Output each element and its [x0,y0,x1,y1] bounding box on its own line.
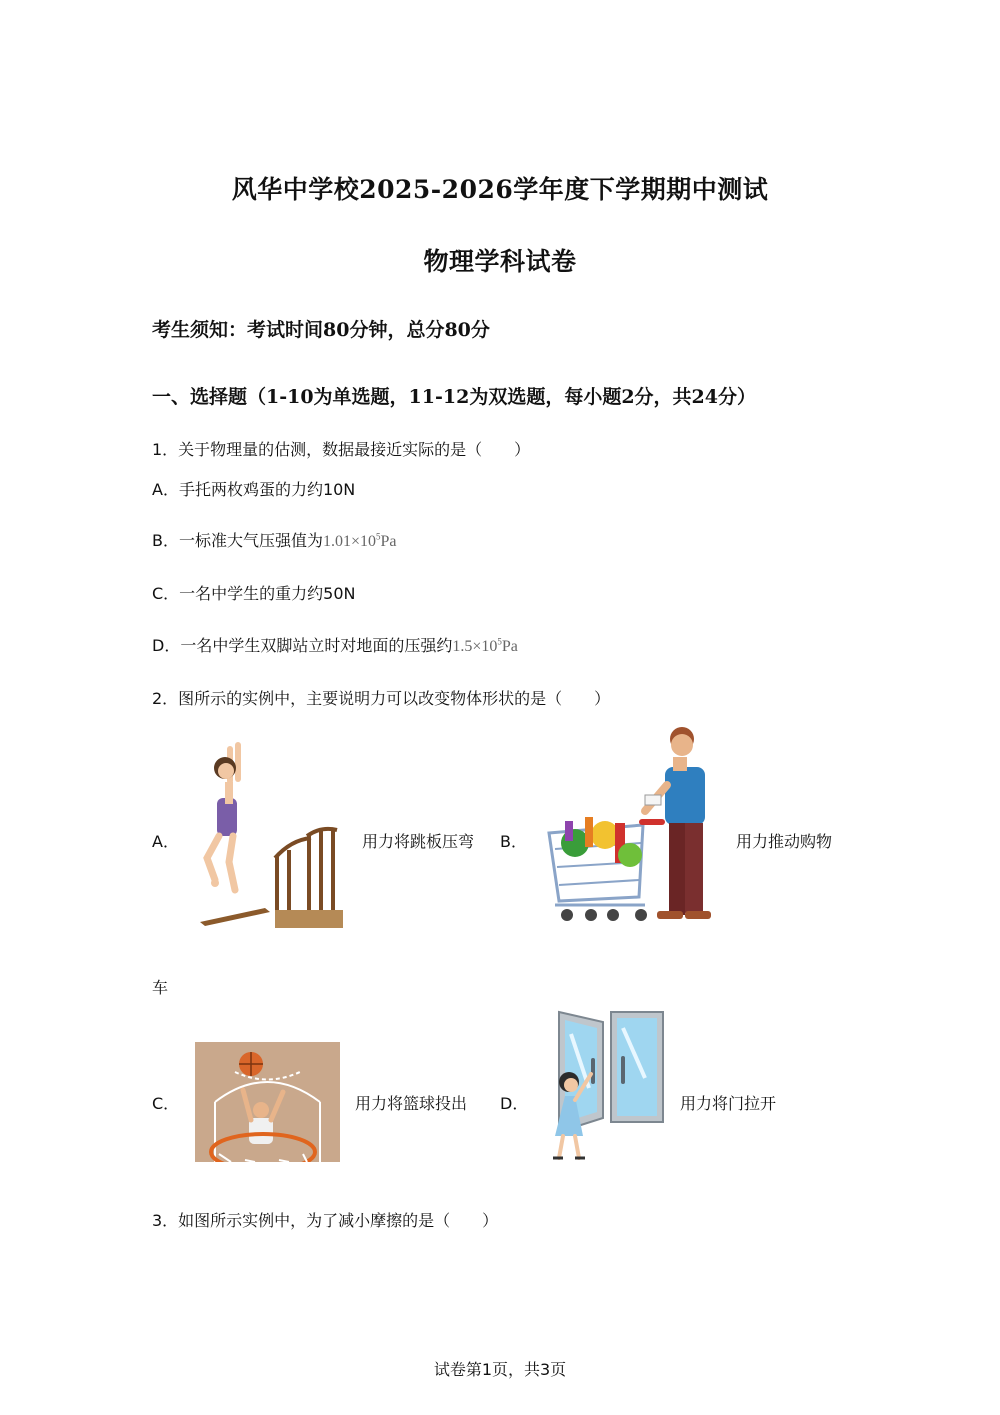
shopping-cart-image [545,725,725,925]
q1-option-b-formula: $1.01\times 10^5Pa$ [322,531,397,550]
q2-option-c-caption: 用力将篮球投出 [355,1094,468,1113]
q2-option-d-caption: 用力将门拉开 [680,1094,777,1113]
exam-notice: 考生须知：考试时间80分钟，总分80分 [152,319,490,341]
q2-option-b-caption: 用力推动购物 [736,832,833,851]
question-2-stem: 2．图所示的实例中，主要说明力可以改变物体形状的是（ ） [152,689,611,708]
q2-option-a-caption: 用力将跳板压弯 [362,832,475,851]
page-footer: 试卷第1页，共3页 [433,1360,567,1379]
question-1-stem: 1．关于物理量的估测，数据最接近实际的是（ ） [152,440,531,459]
q1-option-d [152,633,518,656]
q2-option-b-letter: B． [500,832,527,851]
q1-option-d-text: D．一名中学生双脚站立时对地面的压强约 [152,636,453,655]
basketball-image [195,1042,340,1162]
door-image [545,1008,670,1163]
q1-option-b [152,528,397,551]
exam-title: 风华中学校2025-2026学年度下学期期中测试 [231,175,769,204]
q2-option-c-letter: C． [152,1094,180,1113]
q1-option-d-formula: $1.5\times 10^5Pa$ [452,636,518,655]
q2-option-a-letter: A． [152,832,179,851]
exam-subtitle: 物理学科试卷 [423,247,577,276]
q1-option-c: C．一名中学生的重力约50N [152,584,356,603]
section-heading: 一、选择题（1-10为单选题，11-12为双选题，每小题2分，共24分） [152,386,756,408]
q1-option-b-text: B．一标准大气压强值为 [152,531,323,550]
q1-option-a: A．手托两枚鸡蛋的力约10N [152,480,356,499]
diving-board-image [195,740,345,930]
q2-option-d-letter: D． [500,1094,529,1113]
question-3-stem: 3．如图所示实例中，为了减小摩擦的是（ ） [152,1211,499,1230]
q2-option-b-caption-wrap: 车 [152,978,169,997]
